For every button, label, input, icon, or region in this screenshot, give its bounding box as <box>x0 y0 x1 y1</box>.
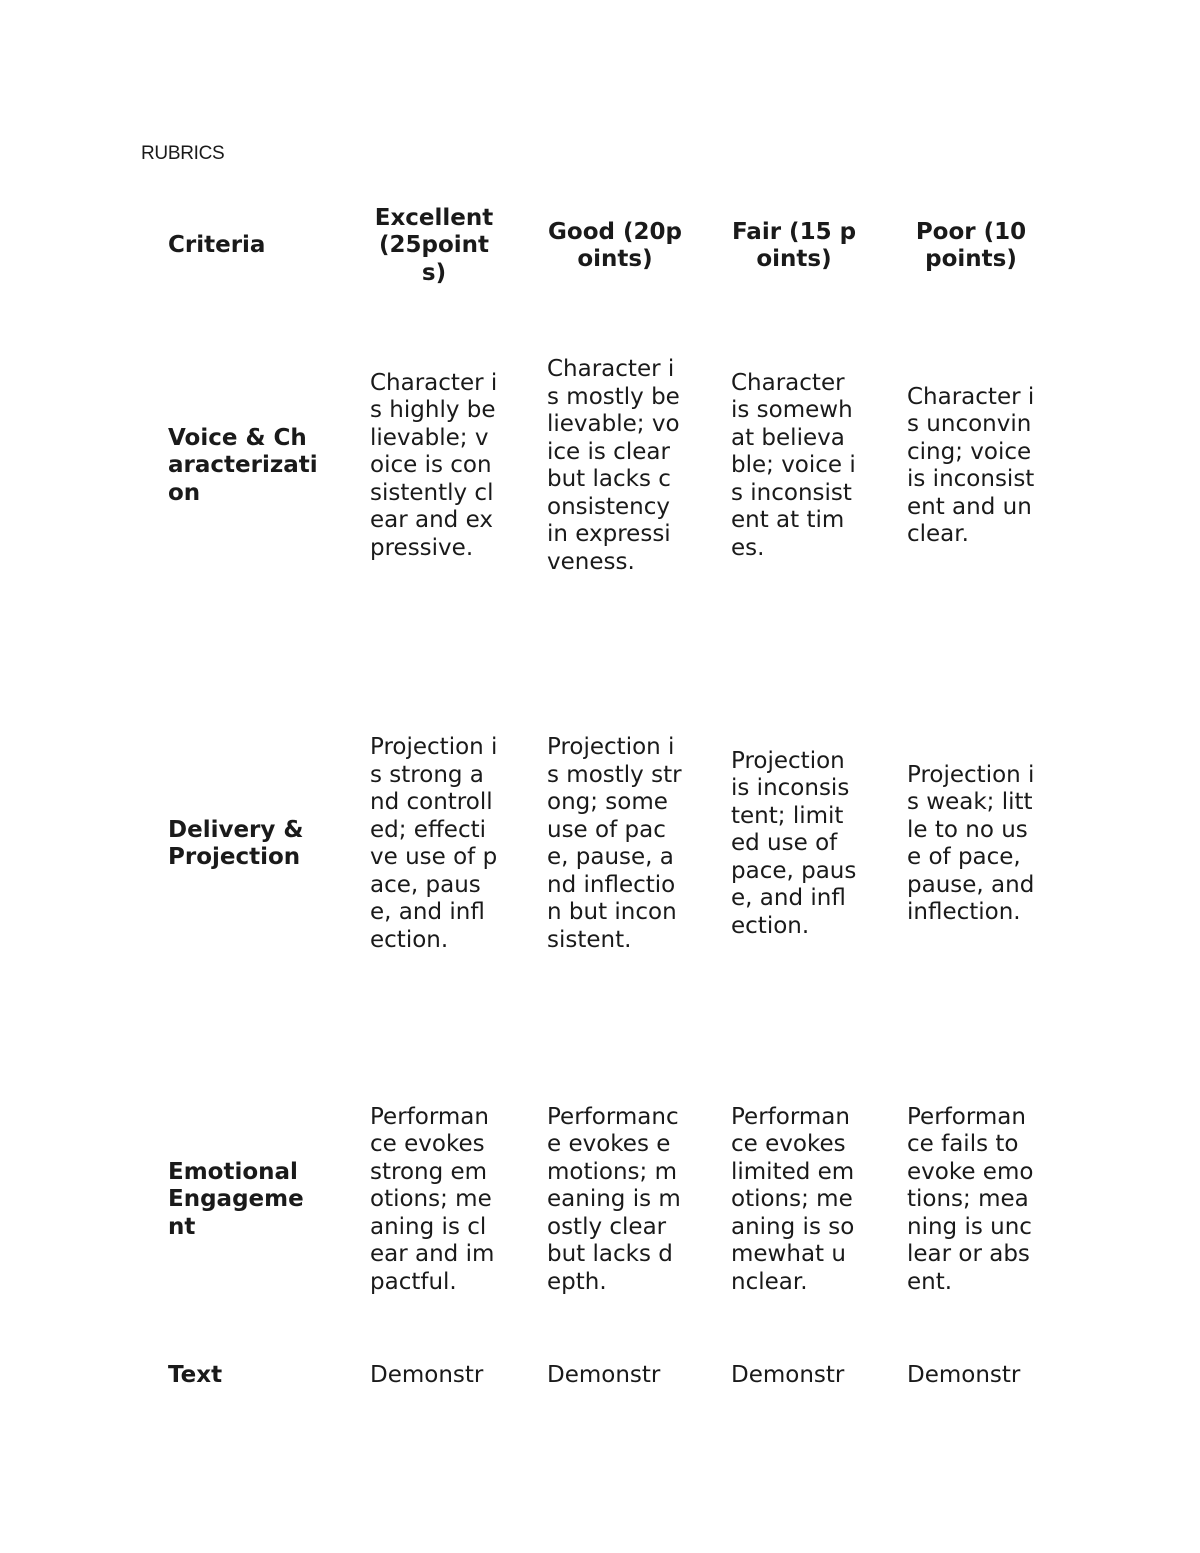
text-excellent: Demonstr <box>370 1362 484 1388</box>
page-title: RUBRICS <box>141 143 225 164</box>
criteria-text: Text <box>168 1362 223 1388</box>
header-criteria: Criteria <box>168 232 266 259</box>
emotional-poor: Performance fails to evoke emotions; meaning is unclear or absent. <box>907 1103 1034 1295</box>
criteria-delivery: Delivery & Projection <box>168 816 304 870</box>
header-excellent: Excellent (25points) <box>374 204 494 286</box>
emotional-good: Performance evokes emotions; meaning is mostly clear but lacks depth. <box>547 1103 681 1295</box>
emotional-excellent: Performance evokes strong emotions; meaning is clear and impactful. <box>370 1103 495 1295</box>
text-fair: Demonstr <box>731 1362 845 1388</box>
delivery-excellent: Projection is strong and controlled; effective use of pace, pause, and inflection. <box>370 734 498 953</box>
delivery-fair: Projection is inconsistent; limited use of pace, pause, and inflection. <box>731 747 857 939</box>
criteria-emotional: Emotional Engagement <box>168 1158 304 1240</box>
emotional-fair: Performance evokes limited emotions; meaning is somewhat unclear. <box>731 1103 855 1295</box>
criteria-voice: Voice & Characterization <box>168 424 318 506</box>
voice-poor: Character is unconvincing; voice is inconsistent and unclear. <box>907 383 1035 547</box>
text-good: Demonstr <box>547 1362 661 1388</box>
voice-fair: Character is somewhat believable; voice is inconsistent at times. <box>731 369 856 561</box>
delivery-good: Projection is mostly strong; some use of pace, pause, and inflection but inconsistent. <box>547 734 682 953</box>
text-poor: Demonstr <box>907 1362 1021 1388</box>
delivery-poor: Projection is weak; little to no use of pace, pause, and inflection. <box>907 761 1035 925</box>
header-fair: Fair (15 points) <box>731 218 857 272</box>
voice-good: Character is mostly believable; voice is clear but lacks consistency in expressiveness. <box>547 356 680 575</box>
header-good: Good (20points) <box>548 218 682 272</box>
voice-excellent: Character is highly believable; voice is consistently clear and expressive. <box>370 369 498 561</box>
header-poor: Poor (10 points) <box>915 218 1027 272</box>
